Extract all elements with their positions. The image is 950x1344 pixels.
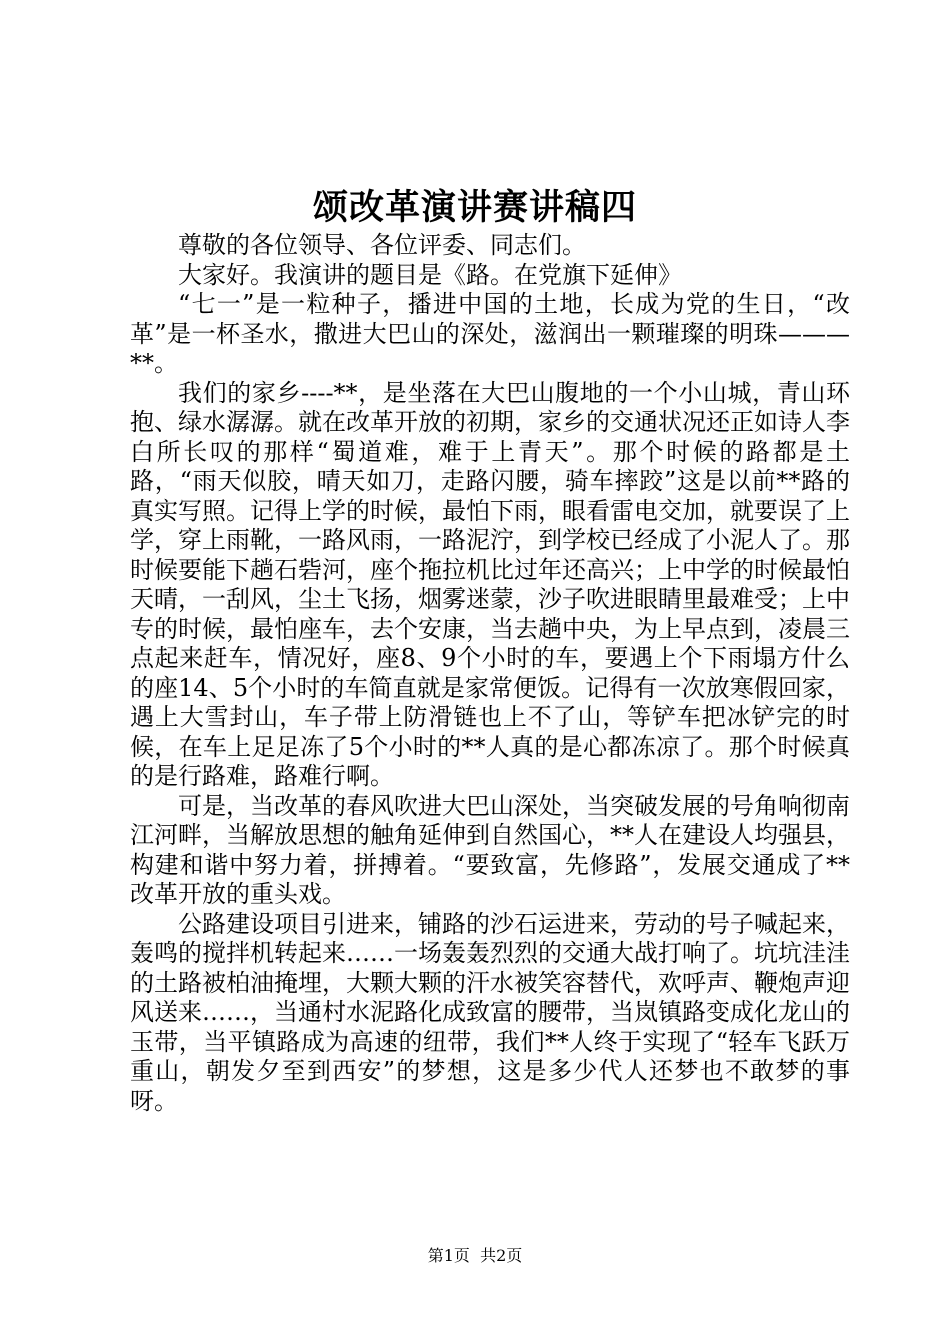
- paragraph-reform: 可是，当改革的春风吹进大巴山深处，当突破发展的号角响彻南江河畔，当解放思想的触角延伸到自然国心，**人在建设人均强县，构建和谐中努力着，拼搏着。“要致富，先修路”，发展交通成了**改革开放的重头戏。: [130, 791, 850, 908]
- page-footer: [0, 1245, 950, 1267]
- page-number: 第1页: [427, 1246, 470, 1265]
- paragraph-topic: 大家好。我演讲的题目是《路。在党旗下延伸》: [178, 260, 682, 289]
- document-body: [130, 231, 850, 1116]
- document-title: 颂改革演讲赛讲稿四: [312, 187, 637, 228]
- page-total: 共2页: [480, 1246, 523, 1265]
- paragraph-construction: 公路建设项目引进来，铺路的沙石运进来，劳动的号子喊起来，轰鸣的搅拌机转起来……一场轰轰烈烈的交通大战打响了。坑坑洼洼的土路被柏油掩埋，大颗大颗的汗水被笑容替代，欢呼声、鞭炮声迎风送来……，当通村水泥路化成致富的腰带，当岚镇路变成化龙山的玉带，当平镇路成为高速的纽带，我们**人终于实现了“轻车飞跃万重山，朝发夕至到西安”的梦想，这是多少代人还梦也不敢梦的事呀。: [130, 909, 850, 1115]
- footer-gap: [470, 1246, 480, 1265]
- paragraph-hometown: 我们的家乡----**，是坐落在大巴山腹地的一个小山城，青山环抱、绿水潺潺。就在改革开放的初期，家乡的交通状况还正如诗人李白所长叹的那样“蜀道难，难于上青天”。那个时候的路都是土路，“雨天似胶，晴天如刀，走路闪腰，骑车摔跤”这是以前**路的真实写照。记得上学的时候，最怕下雨，眼看雷电交加，就要误了上学，穿上雨靴，一路风雨，一路泥泞，到学校已经成了小泥人了。那时候要能下趟石砦河，座个拖拉机比过年还高兴；上中学的时候最怕天晴，一刮风，尘土飞扬，烟雾迷蒙，沙子吹进眼睛里最难受；上中专的时候，最怕座车，去个安康，当去趟中央，为上早点到，凌晨三点起来赶车，情况好，座8、9个小时的车，要遇上个下雨塌方什么的座14、5个小时的车简直就是家常便饭。记得有一次放寒假回家，遇上大雪封山，车子带上防滑链也上不了山，等铲车把冰铲完的时候，在车上足足冻了5个小时的**人真的是心都冻凉了。那个时候真的是行路难，路难行啊。: [130, 378, 850, 790]
- paragraph-salutation: 尊敬的各位领导、各位评委、同志们。: [178, 231, 586, 259]
- paragraph-intro: “七一”是一粒种子，播进中国的土地，长成为党的生日，“改革”是一杯圣水，撒进大巴山的深处，滋润出一颗璀璨的明珠———**。: [130, 290, 850, 377]
